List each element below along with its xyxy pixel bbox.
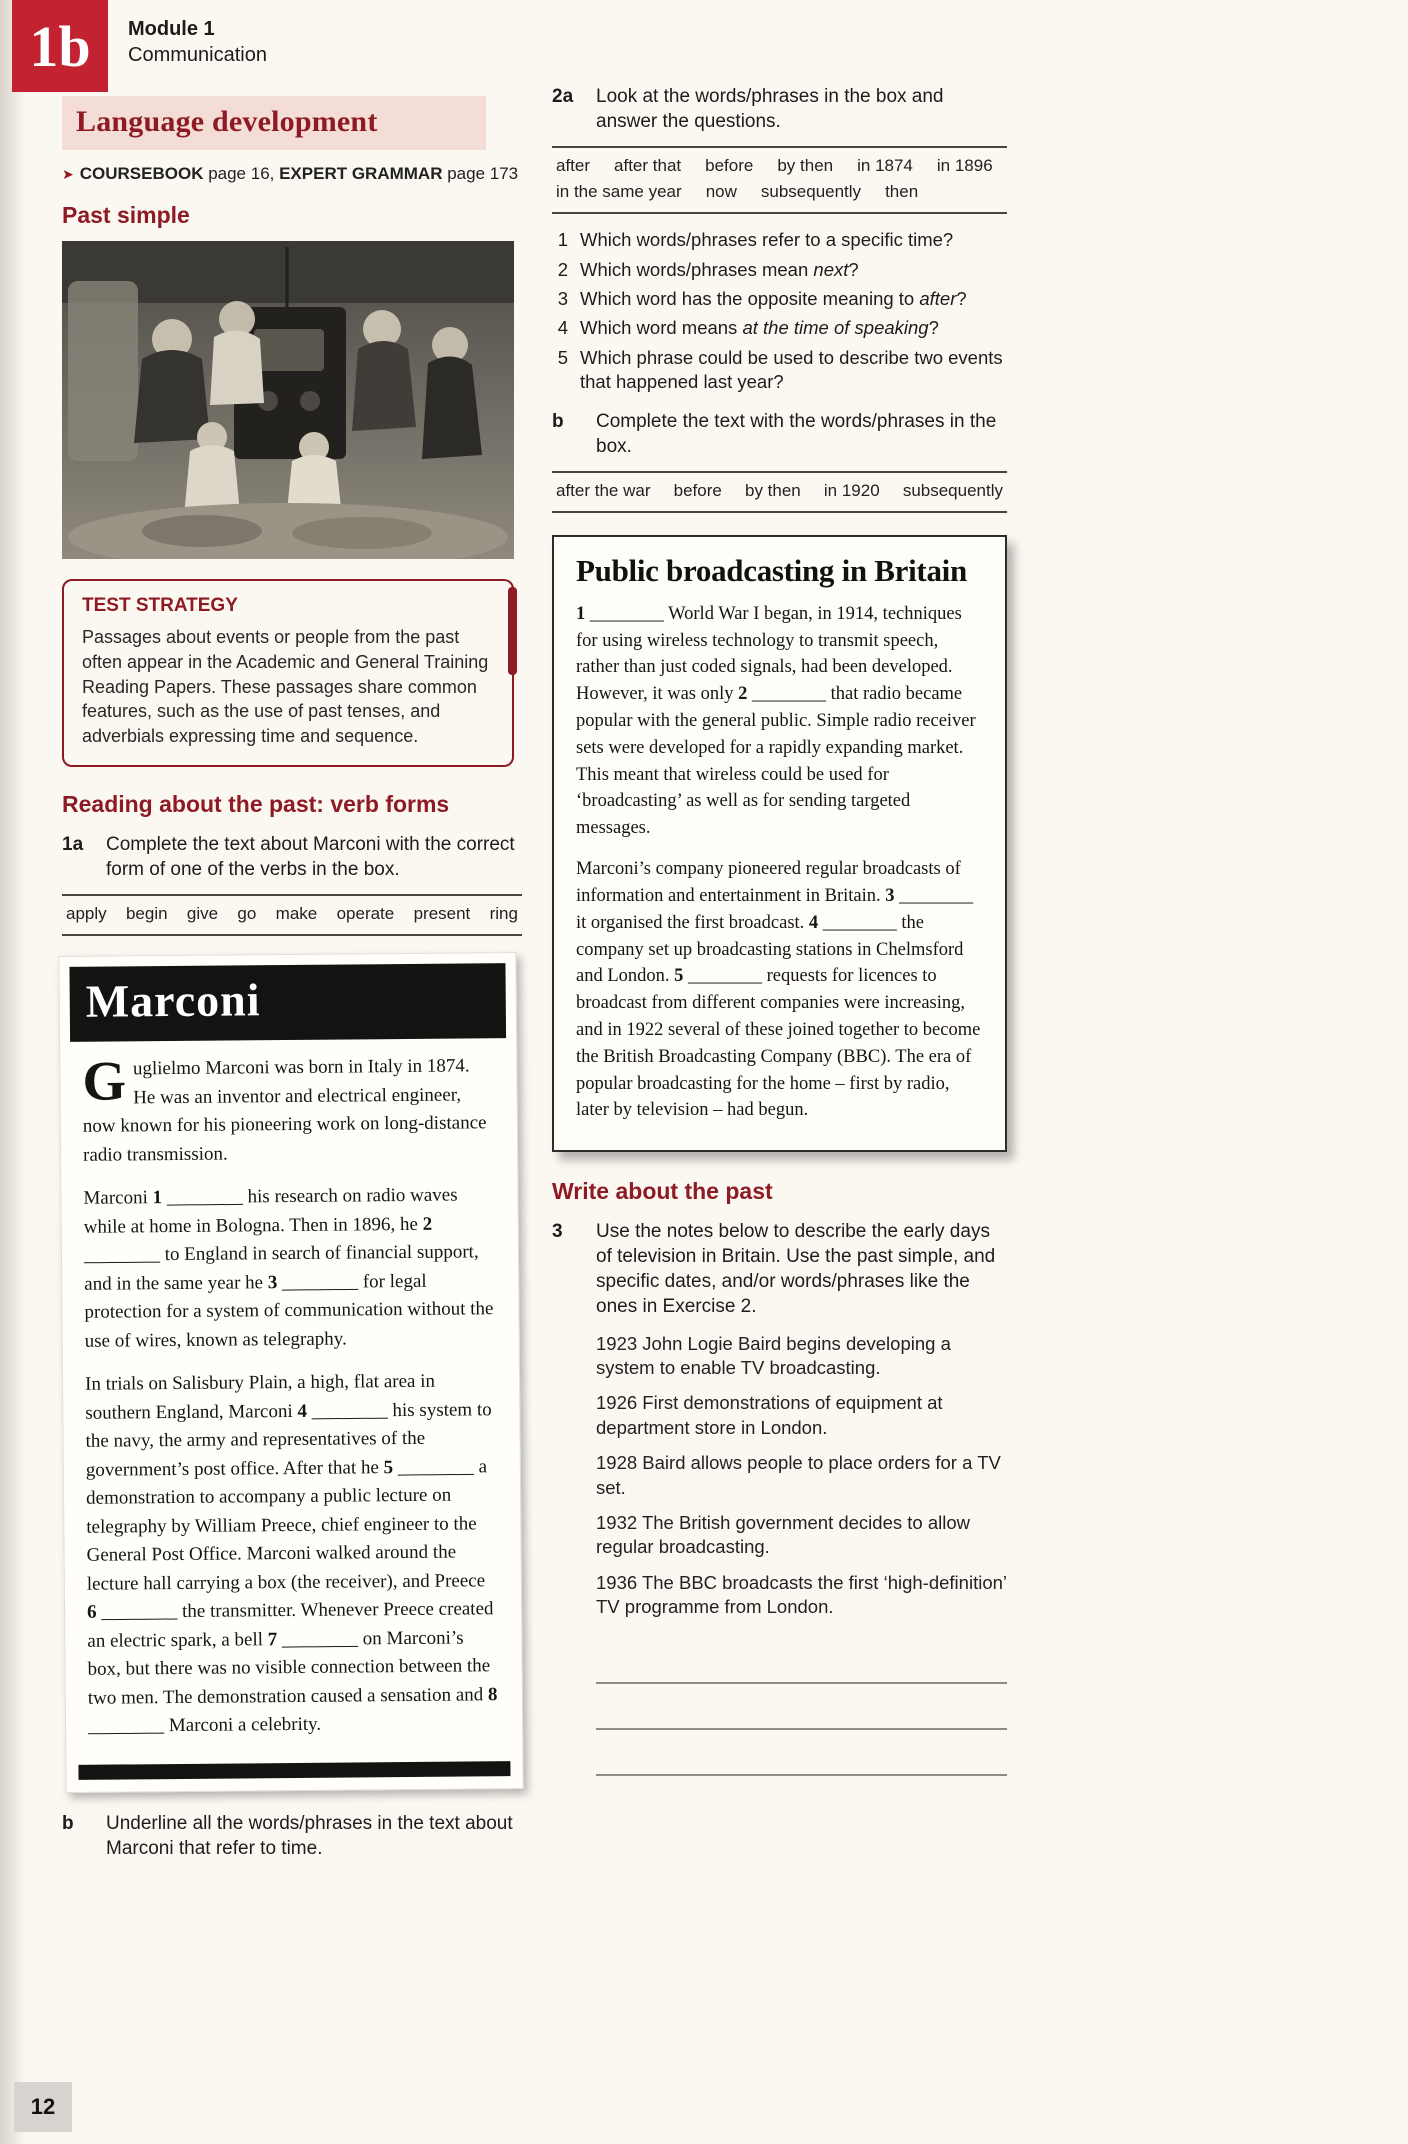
word-box-item: subsequently [760, 182, 862, 202]
word-box-item: after the war [556, 480, 651, 500]
module-title: Module 1 [128, 18, 215, 40]
word-box-item: subsequently [902, 480, 1003, 500]
module-subtitle: Communication [128, 44, 267, 66]
note-item: 1926 First demonstrations of equipment at department store in London. [596, 1392, 943, 1438]
question-number: 5 [557, 346, 568, 368]
page-number [14, 2082, 72, 2132]
verb-box-item: present [413, 904, 471, 924]
question-item [552, 228, 1007, 252]
broadcast-paragraph-1: 1 ________ World War I began, in 1914, techniques for using wireless technology to transmit speech, rather than just coded signals, had been developed. However, it was only 2 ________ that radio became popular with the general public. Simple radio receiver sets were developed for a rapidly expanding market. This meant that wireless could be used for ‘broadcasting’ as well as for sending targeted messages. [576, 603, 976, 839]
coursebook-reference-text: COURSEBOOK page 16, EXPERT GRAMMAR page 173 [79, 164, 519, 183]
exercise-2a-label: 2a [552, 86, 574, 107]
word-box-item: before [705, 156, 754, 176]
past-simple-photo [62, 241, 514, 559]
question-text: Which phrase could be used to describe two events that happened last year? [580, 346, 1003, 393]
verb-box-item: go [237, 904, 257, 924]
verb-box [62, 894, 522, 936]
section-title-bar [62, 96, 486, 150]
module-badge-label: 1b [29, 13, 91, 79]
section-title: Language development [76, 105, 378, 138]
past-simple-heading: Past simple [62, 202, 190, 228]
test-strategy-title: TEST STRATEGY [82, 595, 238, 616]
question-item [552, 258, 1007, 282]
exercise-2b-label: b [552, 410, 564, 432]
word-box-item: then [885, 182, 919, 202]
word-box-item: in 1920 [823, 480, 880, 500]
question-number: 2 [557, 258, 568, 280]
word-box-item: now [705, 182, 737, 202]
exercise-2b-text: Complete the text with the words/phrases in the box. [596, 410, 997, 457]
verb-box-item: make [275, 904, 318, 924]
note-item: 1936 The BBC broadcasts the first ‘high-definition’ TV programme from London. [596, 1571, 1007, 1618]
exercise-2a [552, 84, 1007, 134]
word-box-2a [552, 146, 1007, 214]
module-badge [12, 0, 108, 92]
marconi-paragraph-3: In trials on Salisbury Plain, a high, flat area in southern England, Marconi 4 ________ his system to the navy, the army and representatives of the government’s post office. After that he 5 ________ a demonstration to accompany a public lecture on telegraphy by William Preece, chief engineer to the General Post Office. Marconi walked around the lecture hall carrying a box (the receiver), and Preece 6 ________ the transmitter. Whenever Preece created an electric spark, a bell 7 ________ on Marconi’s box, but there was no visible connection between the two men. The demonstration caused a sensation and 8 ________ Marconi a celebrity. [85, 1371, 498, 1738]
exercise-1b [62, 1811, 522, 1861]
question-number: 1 [557, 229, 568, 251]
verb-box-item: begin [125, 904, 168, 924]
family-radio-photo-graphic [62, 241, 514, 559]
verb-box-item: apply [66, 904, 107, 924]
word-box-item: in 1874 [857, 156, 913, 176]
question-number: 3 [557, 287, 568, 309]
word-box-item: before [673, 480, 722, 500]
exercise-1a [62, 832, 522, 882]
question-item [552, 316, 1007, 340]
note-item: 1923 John Logie Baird begins developing a system to enable TV broadcasting. [596, 1332, 951, 1378]
verb-box-item: ring [489, 904, 518, 924]
exercise-3-text: Use the notes below to describe the early days of television in Britain. Use the past simple, and specific dates, and/or words/phrases like the ones in Exercise 2. [596, 1221, 996, 1318]
word-box-item: in the same year [556, 182, 682, 202]
marconi-article-title: Marconi [69, 963, 506, 1042]
verb-box-item: give [186, 904, 219, 924]
question-item [552, 287, 1007, 311]
marconi-article-body [70, 1038, 512, 1760]
test-strategy-box [62, 579, 514, 767]
exercise-1a-text: Complete the text about Marconi with the correct form of one of the verbs in the box. [106, 834, 515, 881]
exercise-3 [552, 1219, 1007, 1775]
page-number-label: 12 [30, 2094, 56, 2119]
notes-list [596, 1332, 1007, 1620]
note-item: 1932 The British government decides to allow regular broadcasting. [596, 1511, 970, 1558]
word-box-item: by then [777, 156, 834, 176]
marconi-paragraph-2: Marconi 1 ________ his research on radio waves while at home in Bologna. Then in 1896, he 2 ________ to England in search of financial support, and in the same year he 3 ________ for legal protection for a system of communication without the use of wires, known as telegraphy. [83, 1184, 494, 1352]
answer-line [596, 1730, 1007, 1776]
question-list [552, 228, 1007, 394]
word-box-item: after [556, 156, 591, 176]
test-strategy-body: Passages about events or people from the past often appear in the Academic and General Training Reading Papers. These passages share common features, such as the use of past tenses, and adverbials expressing time and sequence. [82, 627, 489, 747]
question-number: 4 [557, 317, 568, 339]
marconi-paragraph-1: Guglielmo Marconi was born in Italy in 1874. He was an inventor and electrical engineer, now known for his pioneering work on long-distance radio transmission. [82, 1050, 487, 1166]
strategy-ribbon [508, 587, 517, 675]
exercise-3-body [596, 1219, 1007, 1775]
reading-heading: Reading about the past: verb forms [62, 791, 450, 818]
question-text: Which word means at the time of speaking? [580, 317, 939, 339]
question-text: Which words/phrases refer to a specific time? [580, 229, 954, 251]
page-binding-edge [0, 0, 26, 2144]
marconi-article-card [58, 952, 523, 1792]
question-item [552, 346, 1007, 395]
exercise-1b-text: Underline all the words/phrases in the text about Marconi that refer to time. [106, 1812, 513, 1859]
word-box-2b [552, 471, 1007, 513]
exercise-1b-label: b [62, 1812, 74, 1834]
word-box-item: in 1896 [936, 156, 993, 176]
exercise-2a-text: Look at the words/phrases in the box and answer the questions. [596, 86, 944, 133]
exercise-2b [552, 409, 1007, 459]
question-text: Which word has the opposite meaning to after? [580, 287, 967, 309]
verb-box-item: operate [336, 904, 395, 924]
module-header [128, 16, 267, 68]
question-text: Which words/phrases mean next? [580, 258, 859, 280]
exercise-1a-label: 1a [62, 834, 84, 856]
left-column [62, 96, 522, 1861]
arrow-right-icon: ➤ [62, 166, 74, 182]
answer-lines [596, 1638, 1007, 1776]
note-item: 1928 Baird allows people to place orders for a TV set. [596, 1452, 1001, 1498]
word-box-item: by then [744, 480, 801, 500]
answer-line [596, 1638, 1007, 1684]
exercise-3-label: 3 [552, 1221, 563, 1243]
coursebook-reference [62, 164, 522, 184]
right-column [552, 84, 1007, 1776]
write-heading: Write about the past [552, 1178, 773, 1205]
broadcast-article-title: Public broadcasting in Britain [576, 552, 967, 588]
broadcast-article-card [552, 535, 1007, 1152]
marconi-bottom-bar [78, 1761, 510, 1780]
answer-line [596, 1684, 1007, 1730]
word-box-item: after that [614, 156, 682, 176]
broadcast-paragraph-2: Marconi’s company pioneered regular broadcasts of information and entertainment in Britain. 3 ________ it organised the first broadcast. 4 ________ the company set up broadcasting stations in Chelmsford and London. 5 ________ requests for licences to broadcast from different companies were increasing, and in 1922 several of these joined together to become the British Broadcasting Company (BBC). The era of popular broadcasting for the home – first by radio, later by television – had begun. [576, 859, 981, 1121]
